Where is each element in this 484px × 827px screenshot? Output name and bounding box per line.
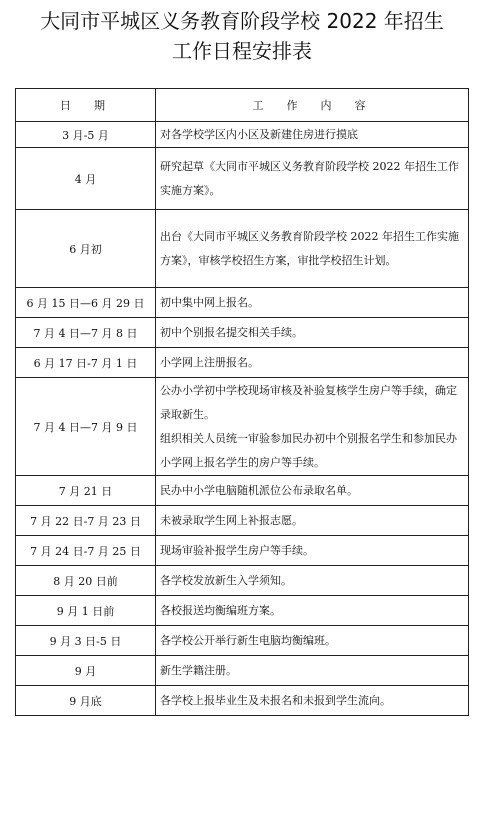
- row-date: 8 月 20 日前: [16, 566, 156, 596]
- row-content-paragraph: 各校报送均衡编班方案。: [160, 603, 281, 617]
- row-content-paragraph: 各学校上报毕业生及未报名和未报到学生流向。: [160, 693, 391, 707]
- row-date: 7 月 22 日-7 月 23 日: [16, 506, 156, 536]
- document-title: [0, 0, 484, 66]
- row-content-paragraph: 新生学籍注册。: [160, 663, 237, 677]
- row-date: 3 月-5 月: [16, 122, 156, 148]
- row-content: [156, 288, 469, 318]
- row-content-paragraph: 公办小学初中学校现场审核及补验复核学生房户等手续，确定录取新生。: [160, 383, 457, 421]
- table-row: [16, 626, 469, 656]
- row-date: 9 月 3 日-5 日: [16, 626, 156, 656]
- row-content: [156, 656, 469, 686]
- row-content-paragraph: 研究起草《大同市平城区义务教育阶段学校 2022 年招生工作实施方案》。: [160, 159, 459, 197]
- row-content-paragraph: 对各学校学区内小区及新建住房进行摸底: [160, 127, 358, 141]
- row-content: [156, 686, 469, 716]
- table-row: [16, 506, 469, 536]
- row-content-paragraph: 初中个别报名提交相关手续。: [160, 325, 303, 339]
- row-date: 9 月底: [16, 686, 156, 716]
- table-row: [16, 686, 469, 716]
- row-content-paragraph: 未被录取学生网上补报志愿。: [160, 513, 303, 527]
- row-date: 6 月初: [16, 210, 156, 288]
- row-content-paragraph: 出台《大同市平城区义务教育阶段学校 2022 年招生工作实施方案》，审核学校招生方案，审批学校招生计划。: [160, 229, 459, 267]
- row-content-paragraph: 各学校发放新生入学须知。: [160, 573, 292, 587]
- table-row: [16, 536, 469, 566]
- table-row: [16, 318, 469, 348]
- row-content: [156, 122, 469, 148]
- row-content: [156, 476, 469, 506]
- table-row: [16, 656, 469, 686]
- table-row: [16, 210, 469, 288]
- header-date: 日 期: [16, 89, 156, 122]
- title-line-2: 工作日程安排表: [172, 39, 312, 63]
- title-line-1: 大同市平城区义务教育阶段学校 2022 年招生: [40, 9, 444, 33]
- header-content: 工 作 内 容: [156, 89, 469, 122]
- row-content: [156, 506, 469, 536]
- row-date: 7 月 4 日—7 月 9 日: [16, 378, 156, 476]
- row-content-paragraph: 现场审验补报学生房户等手续。: [160, 543, 314, 557]
- row-content-paragraph: 民办中小学电脑随机派位公布录取名单。: [160, 483, 358, 497]
- row-content: [156, 210, 469, 288]
- row-content: [156, 566, 469, 596]
- table-row: [16, 566, 469, 596]
- row-date: 9 月: [16, 656, 156, 686]
- table-header-row: [16, 89, 469, 122]
- row-date: 4 月: [16, 148, 156, 210]
- table-row: [16, 378, 469, 476]
- row-date: 7 月 4 日—7 月 8 日: [16, 318, 156, 348]
- row-content: [156, 596, 469, 626]
- row-date: 9 月 1 日前: [16, 596, 156, 626]
- row-content: [156, 148, 469, 210]
- row-content-paragraph: 初中集中网上报名。: [160, 295, 259, 309]
- row-content-paragraph: 各学校公开举行新生电脑均衡编班。: [160, 633, 336, 647]
- row-date: 7 月 24 日-7 月 25 日: [16, 536, 156, 566]
- row-content: [156, 536, 469, 566]
- table-row: [16, 348, 469, 378]
- row-date: 6 月 17 日-7 月 1 日: [16, 348, 156, 378]
- table-row: [16, 596, 469, 626]
- table-row: [16, 148, 469, 210]
- row-content-paragraph: 组织相关人员统一审验参加民办初中个别报名学生和参加民办小学网上报名学生的房户等手续。: [160, 431, 457, 469]
- schedule-table: [15, 88, 469, 716]
- row-date: 7 月 21 日: [16, 476, 156, 506]
- row-content: [156, 348, 469, 378]
- table-row: [16, 476, 469, 506]
- row-content: [156, 626, 469, 656]
- row-date: 6 月 15 日—6 月 29 日: [16, 288, 156, 318]
- table-body: [16, 122, 469, 716]
- row-content-paragraph: 小学网上注册报名。: [160, 355, 259, 369]
- row-content: [156, 378, 469, 476]
- row-content: [156, 318, 469, 348]
- table-row: [16, 122, 469, 148]
- table-row: [16, 288, 469, 318]
